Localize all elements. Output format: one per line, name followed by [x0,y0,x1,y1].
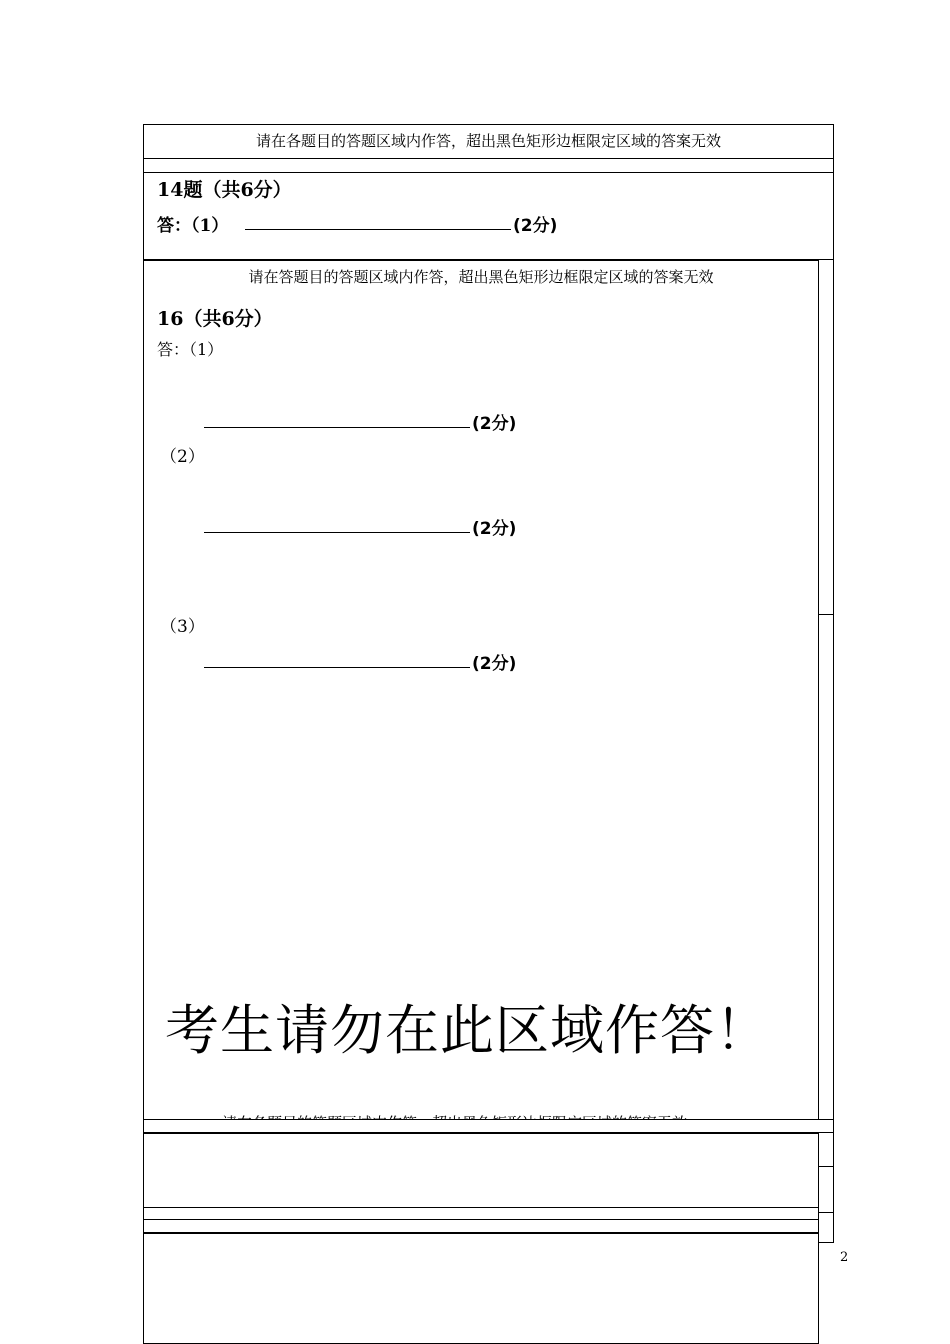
section-14-score: (2分) [513,216,558,236]
section-16-title: 16（共6分） [157,308,273,330]
bottom-strip-1 [143,1119,834,1133]
section-16-score-1: (2分) [472,414,517,434]
no-answer-warning: 考生请勿在此区域作答！ [165,999,770,1062]
section-16-score-3: (2分) [472,654,517,674]
section-16-notice: 请在答题目的答题区域内作答，超出黑色矩形边框限定区域的答案无效 [248,268,714,286]
section-16-score-2: (2分) [472,519,517,539]
right-frame-line [833,172,834,1242]
section-14-answer-blank[interactable] [245,229,511,230]
right-frame-tick-3 [818,1212,834,1213]
bottom-frame-2 [143,1233,819,1344]
right-frame-tick-2 [818,1166,834,1167]
section-14-answer-prefix: 答：（1） [157,216,229,236]
section-14-title: 14题（共6分） [157,179,292,201]
section-14-header-divider-2 [143,172,834,173]
section-16-blank-1[interactable] [204,427,470,428]
bottom-frame-1 [143,1133,819,1208]
section-14-notice: 请在各题目的答题区域内作答，超出黑色矩形边框限定区域的答案无效 [255,132,721,150]
right-frame-tick-4 [818,1242,834,1243]
section-16-answer-prefix: 答：（1） [157,340,224,359]
right-frame-tick-1 [818,614,834,615]
bottom-strip-2 [143,1219,819,1233]
section-16-blank-2[interactable] [204,532,470,533]
section-14-header-divider [143,158,834,159]
section-16-blank-3[interactable] [204,667,470,668]
section-16-part-3-label: （3） [160,617,205,637]
page-number: 2 [840,1250,849,1265]
section-16-part-2-label: （2） [160,447,205,467]
